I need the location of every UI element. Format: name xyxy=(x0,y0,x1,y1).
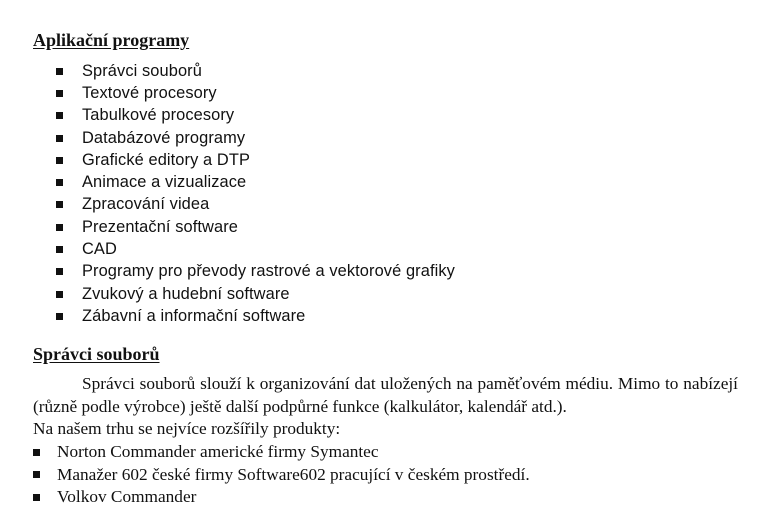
list-item xyxy=(56,216,455,238)
list-item xyxy=(56,149,455,171)
list-item-text: Norton Commander americké firmy Symantec xyxy=(57,442,379,462)
list-item xyxy=(56,194,455,216)
list-item xyxy=(56,238,455,260)
square-bullet-icon xyxy=(56,201,63,208)
list-item-text: Tabulkové procesory xyxy=(82,106,235,125)
section-paragraph: Správci souborů slouží k organizování dat uložených na paměťovém médiu. Mimo to nabízejí (různě podle výrobce) ještě další podpůrné funkce (kalkulátor, kalendář atd.). xyxy=(33,374,738,416)
square-bullet-icon xyxy=(56,135,63,142)
list-item xyxy=(56,305,455,327)
square-bullet-icon xyxy=(56,224,63,231)
square-bullet-icon xyxy=(56,179,63,186)
list-item xyxy=(56,82,455,104)
square-bullet-icon xyxy=(33,494,40,501)
square-bullet-icon xyxy=(56,90,63,97)
list-item-text: Prezentační software xyxy=(82,217,238,236)
list-item xyxy=(33,486,530,509)
list-item xyxy=(33,441,530,464)
list-item-text: Zvukový a hudební software xyxy=(82,284,290,303)
section-heading-aplikacni-programy: Aplikační programy xyxy=(33,30,190,50)
list-item-text: Manažer 602 české firmy Software602 pracující v českém prostředí. xyxy=(57,464,530,484)
list-item-text: CAD xyxy=(82,240,117,259)
list-item xyxy=(56,283,455,305)
square-bullet-icon xyxy=(33,449,40,456)
list-item-text: Animace a vizualizace xyxy=(82,173,247,192)
list-item-text: Správci souborů xyxy=(82,61,202,80)
list-item xyxy=(56,261,455,283)
list-item-text: Textové procesory xyxy=(82,83,217,102)
list-item xyxy=(56,127,455,149)
list-item-text: Volkov Commander xyxy=(57,487,197,507)
square-bullet-icon xyxy=(56,112,63,119)
square-bullet-icon xyxy=(33,471,40,478)
square-bullet-icon xyxy=(56,268,63,275)
section-heading-spravci-souboru: Správci souborů xyxy=(33,344,160,364)
products-list xyxy=(33,441,530,509)
list-item-text: Programy pro převody rastrové a vektorové grafiky xyxy=(82,262,455,281)
square-bullet-icon xyxy=(56,313,63,320)
list-item xyxy=(56,171,455,193)
products-intro-text: Na našem trhu se nejvíce rozšířily produkty: xyxy=(33,419,341,438)
square-bullet-icon xyxy=(56,246,63,253)
list-item-text: Zpracování videa xyxy=(82,195,210,214)
list-item xyxy=(56,105,455,127)
application-programs-list xyxy=(56,60,455,328)
list-item-text: Databázové programy xyxy=(82,128,246,147)
square-bullet-icon xyxy=(56,68,63,75)
list-item-text: Zábavní a informační software xyxy=(82,306,306,325)
list-item-text: Grafické editory a DTP xyxy=(82,150,250,169)
list-item xyxy=(33,464,530,487)
list-item xyxy=(56,60,455,82)
square-bullet-icon xyxy=(56,157,63,164)
square-bullet-icon xyxy=(56,291,63,298)
